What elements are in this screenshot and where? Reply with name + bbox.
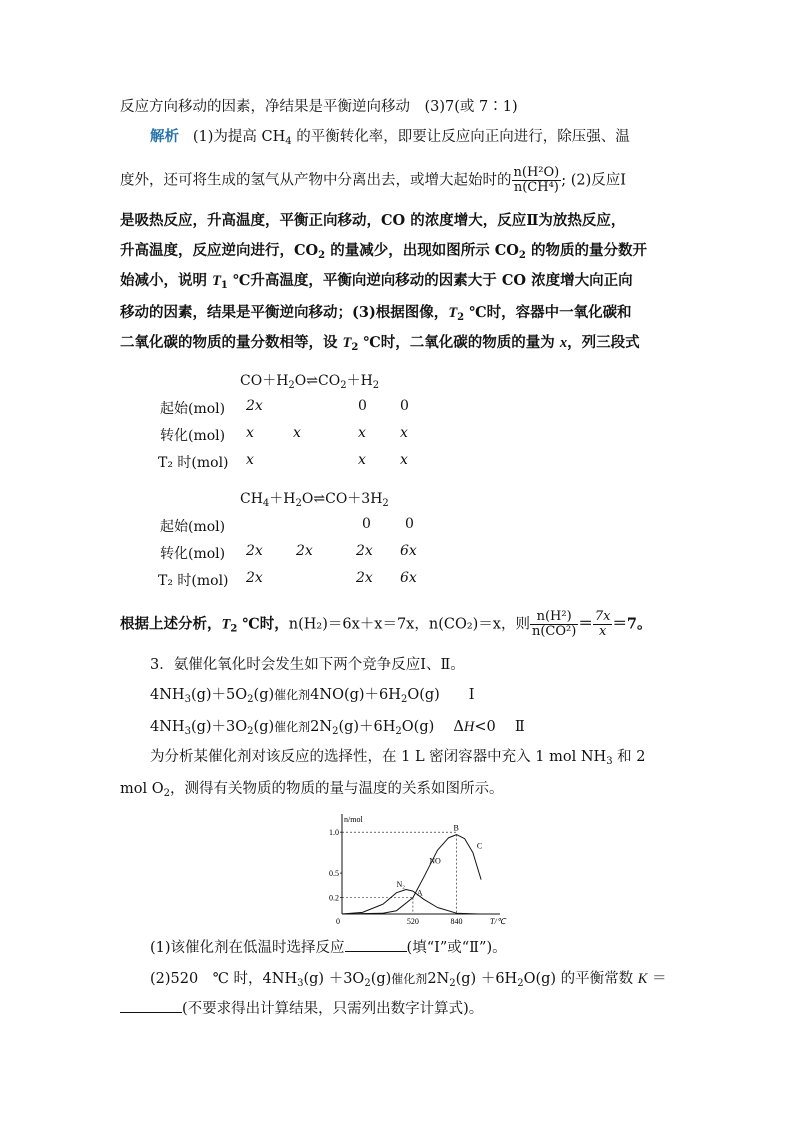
text: ，测得有关物质的物质的量与温度的关系如图所示。 [170, 781, 504, 797]
row-label: T₂ 时(mol) [158, 573, 229, 589]
sub: 2 [247, 694, 254, 705]
sub: 4 [262, 498, 270, 509]
sub: 2 [247, 726, 254, 737]
analysis-line-3 [120, 210, 625, 232]
text: ℃时， [237, 615, 289, 633]
sub: 2 [382, 498, 389, 509]
text: n(H₂)＝6x＋x＝7x，n(CO₂)＝x，则 [288, 616, 530, 633]
sub: 2 [332, 726, 339, 737]
sub: 2 [295, 498, 302, 509]
cell: 2x [296, 543, 313, 559]
answer-line [120, 96, 518, 118]
cell: x [246, 425, 254, 441]
cell: 0 [405, 516, 414, 532]
sub: 3 [184, 694, 191, 705]
analysis-line-5 [120, 270, 633, 292]
paragraph-line-2 [120, 778, 504, 800]
text: 为分析某催化剂对该反应的选择性，在 1 L 密闭容器中充入 1 mol NH [150, 749, 607, 765]
cell: 0 [358, 398, 367, 414]
text: 始减小，说明 [120, 272, 213, 289]
point-label: C [476, 841, 483, 851]
cell: x [400, 425, 408, 441]
text: (1)为提高 CH [192, 129, 286, 145]
sub: 2 [372, 380, 380, 391]
sub: 2 [351, 342, 359, 353]
var: T [448, 305, 458, 321]
x-axis-label: T/℃ [490, 917, 506, 926]
sub: 2 [457, 312, 465, 323]
fraction-denominator: x [598, 624, 607, 639]
answer-blank[interactable] [120, 998, 182, 1013]
cell: 2x [246, 543, 263, 559]
y-tick-label: 0.5 [329, 869, 339, 879]
text: O [294, 373, 307, 389]
point-label: B [453, 823, 459, 833]
cell: 2x [356, 570, 373, 586]
text: 和 2 [612, 749, 646, 765]
text: ℃时，容器中一氧化碳和 [464, 304, 632, 321]
y-axis-label: n/mol [344, 815, 363, 824]
var: T [221, 616, 231, 633]
text: (填“Ⅰ”或“Ⅱ”)。 [406, 940, 507, 956]
sub: 1 [220, 280, 228, 291]
text: 移动的因素，结果是平衡逆向移动；(3)根据图像， [120, 304, 449, 321]
text: ＝ [578, 615, 593, 633]
text: (g)＋3O [190, 719, 248, 735]
sub-question-2-cont [120, 998, 483, 1020]
text: (1)该催化剂在低温时选择反应 [150, 940, 345, 956]
sub: 3 [297, 978, 304, 989]
series-line-0 [342, 890, 478, 915]
text: 4NH [150, 687, 185, 703]
sub: 3 [606, 756, 613, 767]
text: ＋H [269, 491, 296, 507]
y-tick-label: 1.0 [329, 828, 339, 838]
text: CO＋3H [325, 491, 383, 507]
analysis-line-1 [150, 126, 630, 148]
x-tick-label: 0 [336, 917, 340, 926]
series-line-1 [342, 835, 481, 914]
text: (g)＋6H [338, 719, 396, 735]
cell: 6x [400, 543, 417, 559]
cell: 0 [362, 516, 371, 532]
text: ＝ [647, 971, 667, 987]
analysis-line-2 [120, 166, 626, 195]
answer-text: 反应方向移动的因素，净结果是平衡逆向移动 (3)7(或 7∶1) [120, 99, 518, 115]
cell: x [358, 452, 366, 468]
text: 二氧化碳的物质的量分数相等，设 [120, 334, 343, 351]
text: 升高温度，反应逆向进行，CO [120, 242, 319, 259]
cell: 6x [400, 570, 417, 586]
row-label: 起始(mol) [160, 519, 226, 535]
paragraph-line-1 [150, 746, 646, 768]
cell: 2x [246, 570, 263, 586]
analysis-keyword: 解析 [150, 128, 179, 145]
sub: 2 [340, 380, 347, 391]
cell: x [358, 425, 366, 441]
sub: 2 [449, 978, 456, 989]
sub-question-2 [150, 968, 667, 990]
row-label: 起始(mol) [160, 401, 226, 417]
cell: 0 [400, 398, 409, 414]
sub: 2 [288, 380, 295, 391]
catalyst-label: 催化剂 [274, 720, 311, 734]
text: ，列三段式 [567, 334, 640, 351]
text: (g) ＋6H [455, 971, 518, 987]
series-label: NO [429, 856, 441, 866]
text: 度外，还可将生成的氢气从产物中分离出去，或增大起始时的 [120, 172, 512, 189]
y-tick-label: 0.2 [329, 893, 339, 903]
equation-1 [240, 370, 379, 390]
var: K [637, 971, 648, 987]
x-tick-label: 520 [406, 917, 419, 926]
text: 2N [310, 719, 333, 735]
sub: 2 [395, 726, 402, 737]
sub-question-1 [150, 937, 507, 959]
text: (2)520 ℃ 时，4NH [150, 971, 298, 987]
text: ; (2)反应Ⅰ [561, 172, 626, 189]
text: O(g) Δ [401, 719, 464, 735]
analysis-line-6 [120, 302, 632, 324]
sub: 2 [230, 623, 238, 635]
text: 4NO(g)＋6H [310, 687, 401, 703]
cell: x [246, 452, 254, 468]
cell: x [400, 452, 408, 468]
point-label: A [416, 888, 423, 898]
var: x [559, 335, 568, 351]
var: T [212, 273, 221, 289]
sub: 2 [318, 250, 326, 261]
equation-2 [240, 488, 389, 508]
x-tick-label: 840 [450, 917, 463, 926]
text: O(g) 的平衡常数 [523, 971, 638, 987]
sub: 2 [517, 978, 524, 989]
text: 3．氨催化氧化时会发生如下两个竞争反应Ⅰ、Ⅱ。 [150, 657, 465, 673]
text: 是吸热反应，升高温度，平衡正向移动，CO 的浓度增大，反应Ⅱ为放热反应， [120, 212, 626, 229]
amount-temperature-chart [318, 812, 508, 928]
text: 根据上述分析， [120, 615, 222, 633]
text: ＋H [346, 373, 373, 389]
fraction-numerator: n(H²) [530, 610, 578, 625]
cell: 2x [246, 398, 263, 414]
text: 的平衡转化率，即要让反应向正向进行，除压强、温 [291, 129, 630, 145]
text: (g) [253, 719, 275, 735]
text: 的物质的量分数开 [525, 242, 647, 259]
text: O(g) Ⅰ [407, 687, 475, 703]
fraction-numerator: n(H²O) [513, 165, 560, 180]
var: H [463, 719, 475, 735]
row-label: T₂ 时(mol) [158, 455, 229, 471]
text: (g) ＋3O [303, 971, 365, 987]
text: mol O [120, 781, 164, 797]
equilibrium-arrow-icon: ⇌ [306, 373, 318, 389]
text: (g) [253, 687, 275, 703]
text: O [301, 491, 314, 507]
row-label: 转化(mol) [160, 546, 226, 562]
text: CH [240, 491, 263, 507]
sub: 4 [285, 136, 292, 147]
reaction-1 [150, 684, 475, 706]
analysis-line-4 [120, 240, 647, 262]
series-label: N₂ [396, 880, 406, 889]
row-label: 转化(mol) [160, 428, 226, 444]
text: <0 Ⅱ [474, 719, 525, 735]
answer-blank[interactable] [345, 937, 407, 952]
text: (g) [370, 971, 392, 987]
var: T [342, 335, 352, 351]
fraction-numerator: 7x [594, 609, 611, 624]
text: CO [318, 373, 341, 389]
sub: 3 [184, 726, 191, 737]
cell: 2x [356, 543, 373, 559]
text: CO＋H [240, 373, 289, 389]
text: (不要求得出计算结果，只需列出数字计算式)。 [182, 1001, 484, 1017]
text: ℃时，二氧化碳的物质的量为 [358, 334, 560, 351]
analysis-conclusion [120, 610, 652, 639]
text: ℃升高温度，平衡向逆向移动的因素大于 CO 浓度增大向正向 [227, 272, 633, 289]
fraction-denominator: n(CO²) [531, 624, 577, 639]
ratio-fraction [530, 610, 578, 639]
text: 的量减少，出现如图所示 CO [325, 242, 519, 259]
catalyst-label: 催化剂 [391, 972, 428, 986]
sub: 2 [163, 788, 170, 799]
text: 4NH [150, 719, 185, 735]
value-fraction [593, 610, 613, 639]
sub: 2 [518, 250, 526, 261]
sub: 2 [364, 978, 371, 989]
cell: x [293, 425, 301, 441]
text: ＝7。 [612, 615, 652, 633]
equilibrium-arrow-icon: ⇌ [313, 491, 326, 507]
sub: 2 [400, 694, 408, 705]
fraction-denominator: n(CH⁴) [513, 180, 559, 195]
text: 2N [427, 971, 450, 987]
reaction-2 [150, 716, 525, 738]
question-3-title [150, 654, 465, 676]
analysis-line-7 [120, 332, 640, 354]
catalyst-label: 催化剂 [274, 688, 311, 702]
ratio-fraction [512, 166, 562, 195]
text: (g)＋5O [190, 687, 248, 703]
